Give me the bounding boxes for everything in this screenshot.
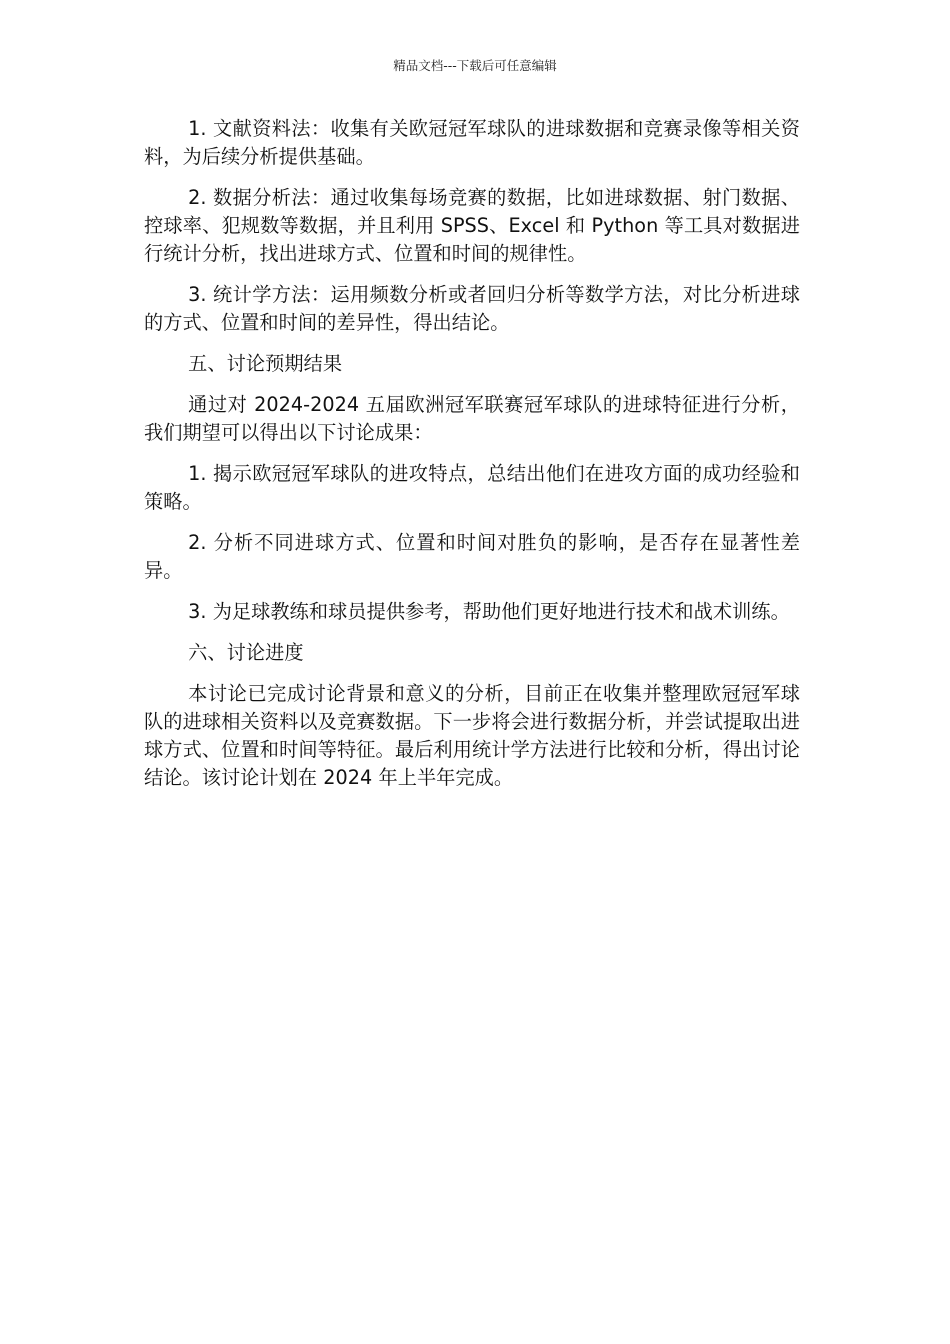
expected-result-item-3: 3. 为足球教练和球员提供参考，帮助他们更好地进行技术和战术训练。 xyxy=(188,600,790,623)
document-body xyxy=(144,115,800,805)
progress-paragraph: 本讨论已完成讨论背景和意义的分析，目前正在收集并整理欧冠冠军球队的进球相关资料以及竞赛数据。下一步将会进行数据分析，并尝试提取出进球方式、位置和时间等特征。最后利用统计学方法进行比较和分析，得出讨论结论。该讨论计划在 2024 年上半年完成。 xyxy=(144,682,800,789)
expected-result-item-2: 2. 分析不同进球方式、位置和时间对胜负的影响，是否存在显著性差异。 xyxy=(144,531,800,582)
expected-results-intro-paragraph: 通过对 2024-2024 五届欧洲冠军联赛冠军球队的进球特征进行分析，我们期望可以得出以下讨论成果： xyxy=(144,393,800,444)
method-data-analysis-paragraph: 2. 数据分析法：通过收集每场竞赛的数据，比如进球数据、射门数据、控球率、犯规数等数据，并且利用 SPSS、Excel 和 Python 等工具对数据进行统计分析，找出进球方式、位置和时间的规律性。 xyxy=(144,186,800,265)
section-heading-expected-results: 五、讨论预期结果 xyxy=(188,352,343,375)
method-statistics-paragraph: 3. 统计学方法：运用频数分析或者回归分析等数学方法，对比分析进球的方式、位置和时间的差异性，得出结论。 xyxy=(144,283,800,334)
method-literature-paragraph: 1. 文献资料法：收集有关欧冠冠军球队的进球数据和竞赛录像等相关资料，为后续分析提供基础。 xyxy=(144,117,800,168)
page-header-watermark: 精品文档---下载后可任意编辑 xyxy=(393,58,557,73)
section-heading-progress: 六、讨论进度 xyxy=(188,641,304,664)
expected-result-item-1: 1. 揭示欧冠冠军球队的进攻特点，总结出他们在进攻方面的成功经验和策略。 xyxy=(144,462,800,513)
